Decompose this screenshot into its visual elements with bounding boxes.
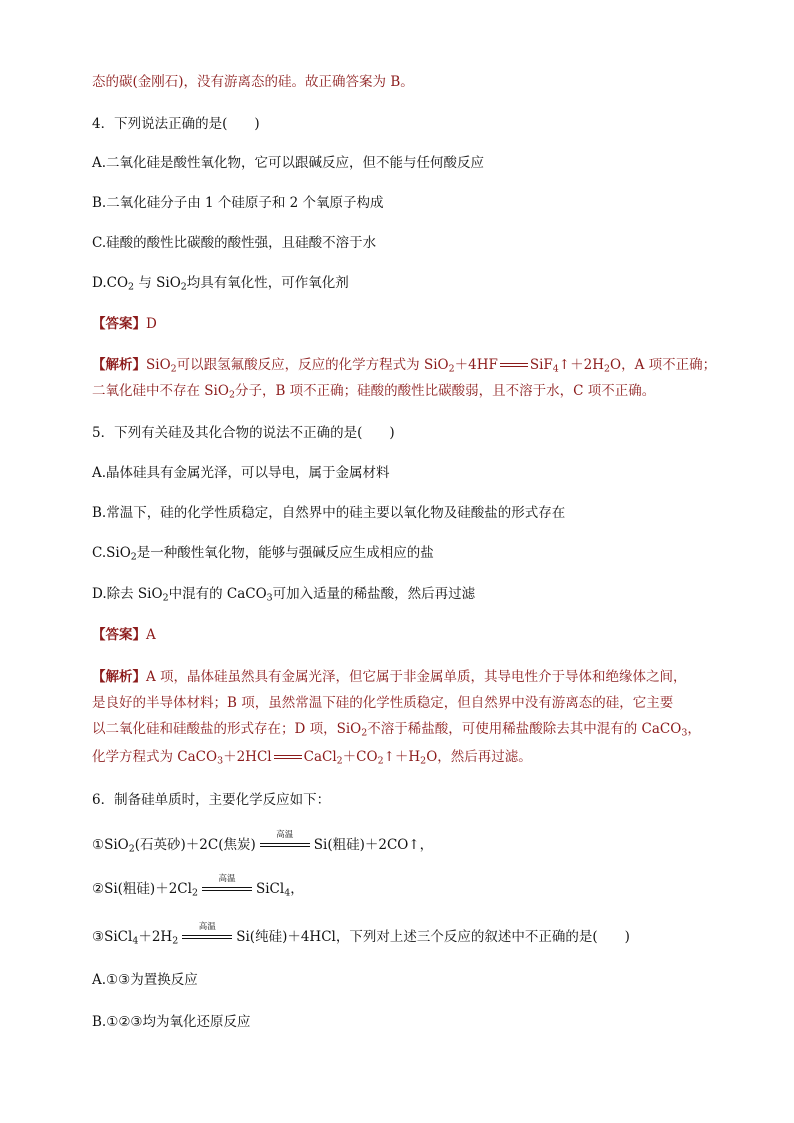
q4-option-a: A.二氧化硅是酸性氧化物，它可以跟碱反应，但不能与任何酸反应	[92, 155, 485, 171]
q6-reaction-2	[92, 874, 304, 899]
subscript: 3	[681, 727, 688, 739]
text: Si(粗硅)＋2CO↑，	[313, 837, 434, 853]
text: ，	[687, 721, 701, 737]
subscript: 2	[448, 363, 455, 375]
answer-label: 【答案】	[92, 316, 146, 332]
explanation-label: 【解析】	[92, 357, 146, 373]
reaction-condition-arrow	[200, 874, 254, 898]
q4-option-c: C.硅酸的酸性比碳酸的酸性强，且硅酸不溶于水	[92, 235, 377, 251]
subscript: 2	[420, 755, 427, 767]
subscript: 2	[130, 551, 137, 563]
text: SiO	[146, 357, 171, 373]
text: ＋2HCl	[223, 749, 272, 765]
explanation-label: 【解析】	[92, 669, 146, 685]
text: O，然后再过滤。	[426, 749, 532, 765]
subscript: 3	[266, 592, 273, 604]
text: ，	[290, 881, 304, 897]
text: 二氧化硅中不存在 SiO	[92, 383, 229, 399]
condition-label: 高温	[276, 830, 294, 840]
q6-reaction-1	[92, 830, 434, 855]
q6-stem: 6．制备硅单质时，主要化学反应如下：	[92, 792, 331, 808]
subscript: 2	[172, 935, 179, 947]
subscript: 2	[191, 887, 198, 899]
answer-value: D	[146, 316, 157, 332]
text: A 项，晶体硅虽然具有金属光泽，但它属于非金属单质，其导电性介于导体和绝缘体之间，	[146, 669, 687, 685]
subscript: 2	[361, 727, 368, 739]
answer-value: A	[146, 627, 156, 643]
subscript: 2	[228, 389, 235, 401]
subscript: 4	[132, 935, 139, 947]
subscript: 2	[128, 843, 135, 855]
subscript: 2	[377, 755, 384, 767]
q4-stem: 4．下列说法正确的是( )	[92, 116, 260, 132]
answer-label: 【答案】	[92, 627, 146, 643]
q5-option-d	[92, 585, 475, 603]
q6-reaction-3	[92, 922, 630, 947]
text: ↑＋H	[383, 749, 421, 765]
text: 可加入适量的稀盐酸，然后再过滤	[272, 586, 476, 602]
text: ＋2H	[138, 929, 173, 945]
text: C.SiO	[92, 545, 131, 561]
text: 不溶于稀盐酸，可使用稀盐酸除去其中混有的 CaCO	[367, 721, 682, 737]
q6-option-a: A.①③为置换反应	[92, 972, 198, 988]
text: 是一种酸性氧化物，能够与强碱反应生成相应的盐	[136, 545, 434, 561]
subscript: 2	[128, 281, 135, 293]
subscript: 3	[217, 755, 224, 767]
q5-answer	[92, 626, 156, 644]
q6-option-b: B.①②③均为氧化还原反应	[92, 1014, 251, 1030]
subscript: 4	[552, 363, 559, 375]
text: 可以跟氢氟酸反应，反应的化学方程式为 SiO	[176, 357, 449, 373]
q4-explanation-line-2	[92, 382, 655, 400]
text: ③SiCl	[92, 929, 133, 945]
q5-explanation-line-3	[92, 720, 701, 738]
intro-explanation-line: 态的碳(金刚石)，没有游离态的硅。故正确答案为 B。	[92, 74, 414, 90]
subscript: 2	[180, 281, 187, 293]
subscript: 2	[336, 755, 343, 767]
text: ＋CO	[342, 749, 378, 765]
text: (石英砂)＋2C(焦炭)	[134, 837, 256, 853]
subscript: 2	[170, 363, 177, 375]
subscript: 2	[162, 592, 169, 604]
q5-explanation-line-1	[92, 668, 687, 686]
text: 分子，B 项不正确；硅酸的酸性比碳酸弱，且不溶于水，C 项不正确。	[234, 383, 656, 399]
q5-option-b: B.常温下，硅的化学性质稳定，自然界中的硅主要以氧化物及硅酸盐的形式存在	[92, 505, 566, 521]
condition-label: 高温	[198, 922, 216, 932]
q4-answer	[92, 315, 157, 333]
q5-option-c	[92, 544, 434, 562]
text: SiF	[529, 357, 553, 373]
q4-option-b: B.二氧化硅分子由 1 个硅原子和 2 个氧原子构成	[92, 195, 384, 211]
q5-explanation-line-4	[92, 748, 532, 766]
text: Si(纯硅)＋4HCl，下列对上述三个反应的叙述中不正确的是( )	[236, 929, 630, 945]
text: O，A 项不正确；	[610, 357, 717, 373]
text: 与 SiO	[138, 275, 181, 291]
q5-option-a: A.晶体硅具有金属光泽，可以导电，属于金属材料	[92, 465, 390, 481]
text: 以二氧化硅和硅酸盐的形式存在；D 项，SiO	[92, 721, 362, 737]
q4-explanation-line-1	[92, 356, 716, 374]
text: 化学方程式为 CaCO	[92, 749, 218, 765]
q4-option-d	[92, 274, 349, 292]
text: D.CO	[92, 275, 129, 291]
text: SiCl	[255, 881, 285, 897]
subscript: 4	[284, 887, 291, 899]
text: ↑＋2H	[558, 357, 604, 373]
text: ①SiO	[92, 837, 129, 853]
q5-explanation-line-2: 是良好的半导体材料；B 项，虽然常温下硅的化学性质稳定，但自然界中没有游离态的硅，它主要	[92, 695, 674, 711]
text: ②Si(粗硅)＋2Cl	[92, 881, 192, 897]
text: ＋4HF	[454, 357, 498, 373]
text: D.除去 SiO	[92, 586, 163, 602]
text: CaCl	[303, 749, 337, 765]
subscript: 2	[603, 363, 610, 375]
condition-label: 高温	[218, 874, 236, 884]
equals-sign	[273, 748, 303, 766]
reaction-condition-arrow	[258, 830, 312, 854]
equals-sign	[499, 356, 529, 374]
text: 均具有氧化性，可作氧化剂	[186, 275, 349, 291]
q5-stem: 5．下列有关硅及其化合物的说法不正确的是( )	[92, 425, 395, 441]
reaction-condition-arrow	[180, 922, 234, 946]
text: 中混有的 CaCO	[168, 586, 267, 602]
